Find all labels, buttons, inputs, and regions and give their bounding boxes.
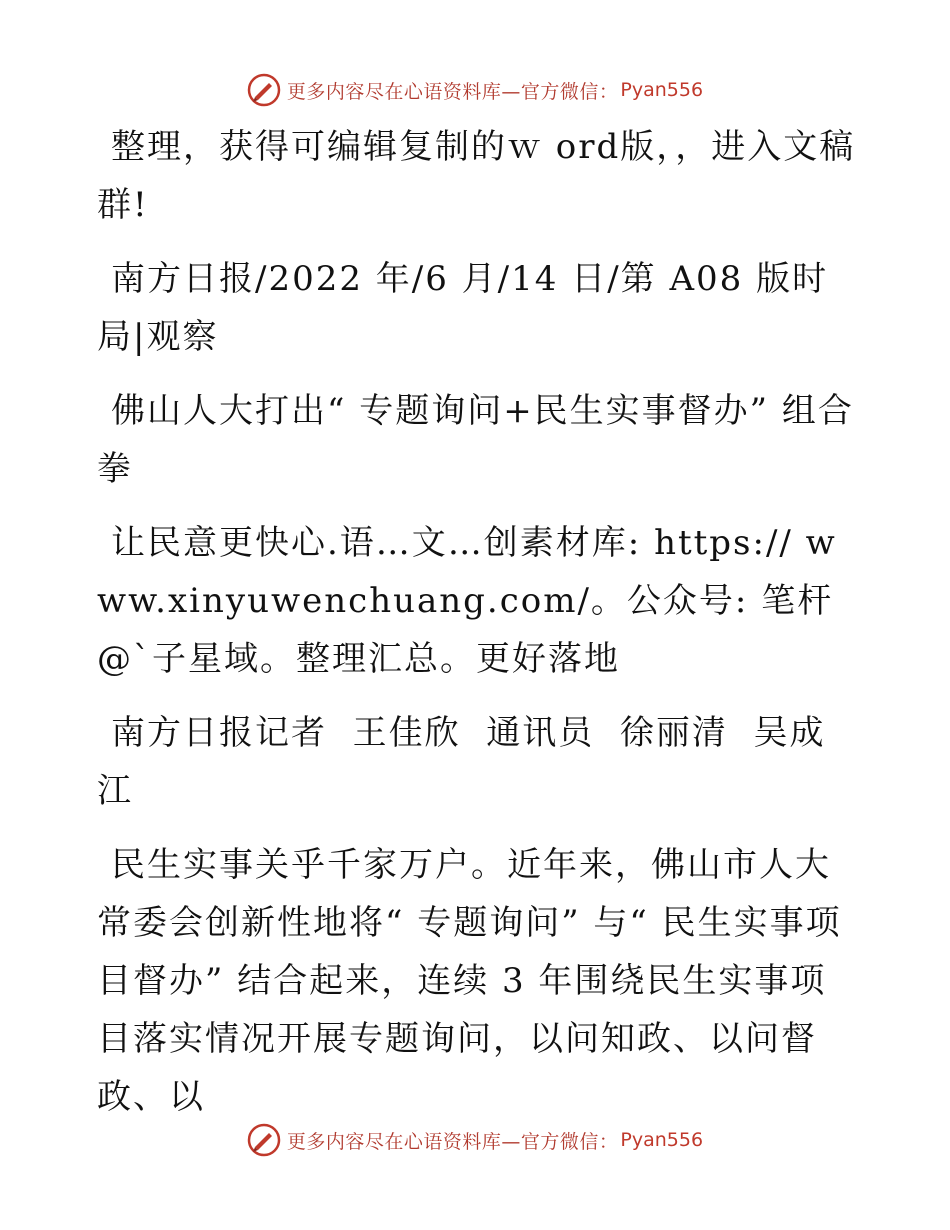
document-body: [97, 118, 857, 1142]
paragraph-subheadline: 让民意更快心.语…文…创素材库: https:// www.xinyuwenchuang.com/。公众号: 笔杆@`子星域。整理汇总。更好落地: [97, 523, 837, 679]
watermark-wechat-id: Pyan556: [620, 79, 704, 101]
paragraph-byline: 南方日报记者 王佳欣 通讯员 徐丽清 吴成江: [97, 713, 826, 811]
pen-logo-icon: [247, 73, 281, 107]
paragraph-intro: 整理，获得可编辑复制的ｗ ord版，，进入文稿群!: [97, 127, 856, 225]
watermark-text: 更多内容尽在心语资料库—官方微信：: [286, 80, 619, 103]
watermark-wechat-id: Pyan556: [620, 1129, 704, 1151]
paragraph-source: 南方日报/2022 年/6 月/14 日/第 A08 版时局|观察: [97, 259, 829, 357]
pen-logo-icon: [247, 1123, 281, 1157]
header-watermark: [0, 70, 950, 110]
watermark-text: 更多内容尽在心语资料库—官方微信：: [286, 1130, 619, 1153]
paragraph-body: 民生实事关乎千家万户。近年来，佛山市人大常委会创新性地将“ 专题询问” 与“ 民生实事项目督办” 结合起来，连续 3 年围绕民生实事项目落实情况开展专题询问，以问知政、以问督政、以: [97, 845, 842, 1117]
footer-watermark: [0, 1120, 950, 1160]
paragraph-headline: 佛山人大打出“ 专题询问+民生实事督办” 组合拳: [97, 391, 854, 489]
